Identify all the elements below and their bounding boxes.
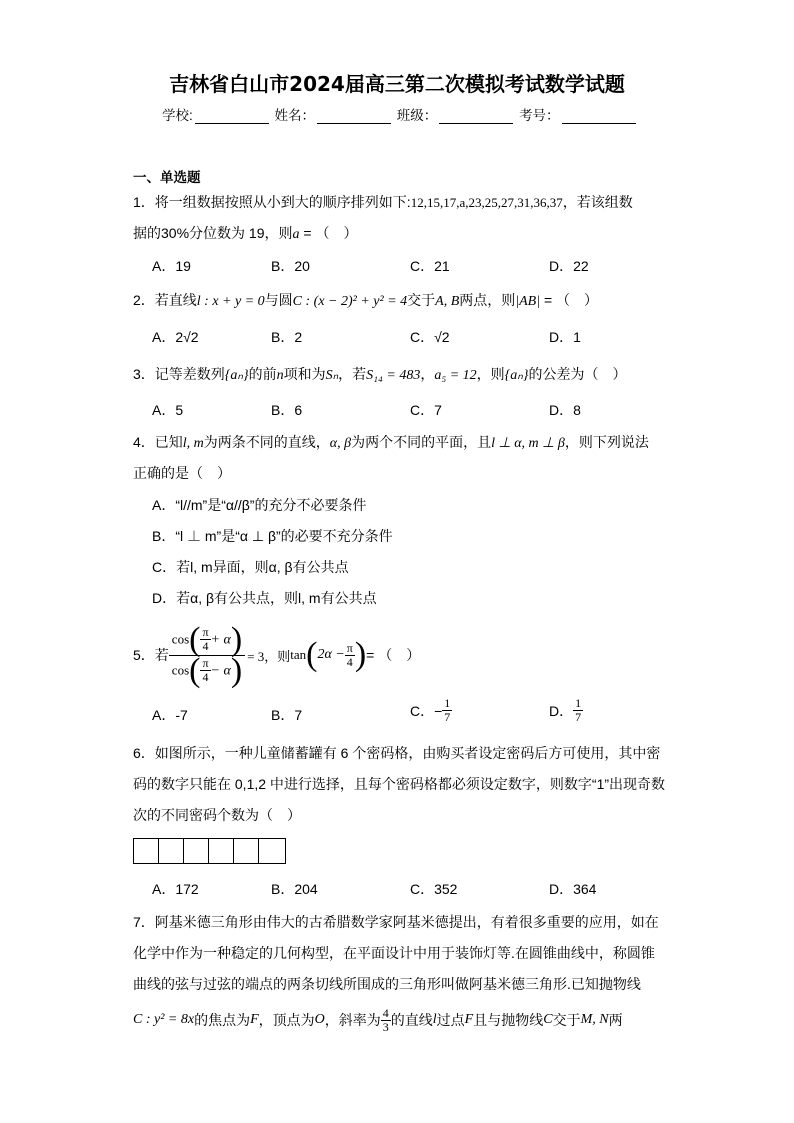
q2-option-a[interactable]: A．2√2	[152, 329, 199, 345]
q6-line3: 次的不同密码个数为（ ）	[133, 807, 301, 823]
q7-text-g: 交于	[552, 1012, 581, 1028]
q3-option-d[interactable]: D．8	[549, 402, 581, 418]
q5-cos: cos	[171, 631, 190, 647]
q7-slope	[381, 1007, 391, 1034]
exam-number-label: 考号：	[519, 108, 560, 123]
page-title: 吉林省白山市2024届高三第二次模拟考试数学试题	[169, 72, 625, 96]
q2-line1	[133, 290, 598, 310]
q5-option-c-frac	[442, 697, 452, 724]
q5-eq: = 3，则	[247, 648, 291, 664]
q5-plus: + α	[210, 632, 231, 648]
q7-parabola: C : y² = 8x	[133, 1012, 195, 1027]
q3-text-c: 项和为	[283, 366, 326, 382]
q1-option-a[interactable]: A．19	[152, 258, 191, 274]
q5-option-d-label: D．	[549, 702, 574, 719]
q7-l: l	[432, 1012, 437, 1027]
q6-option-a[interactable]: A．172	[152, 881, 199, 897]
q3-text-e: ，	[420, 366, 435, 382]
q5-numerator: cos( $\frac{\pi}{4}$ + α)	[169, 625, 245, 656]
q4-text-b: 为两条不同的直线，	[203, 434, 330, 450]
q4-ab: α, β	[329, 436, 352, 451]
q2-text-c: 交于	[407, 292, 436, 308]
q3-n: n	[276, 368, 284, 383]
q2-abs: |AB|	[515, 294, 541, 309]
q3-option-a[interactable]: A．5	[152, 402, 184, 418]
q4-cond: l ⊥ α, m ⊥ β	[491, 436, 565, 451]
q7-text: 的焦点为	[194, 1012, 251, 1028]
school-label: 学校:	[162, 108, 193, 123]
q7-F: F	[250, 1012, 259, 1027]
q6-option-d[interactable]: D．364	[549, 881, 597, 897]
q7-line1: 7．阿基米德三角形由伟大的古希腊数学家阿基米德提出，有着很多重要的应用，如在	[133, 914, 659, 930]
q1-text: 1．将一组数据按照从小到大的顺序排列如下:	[133, 194, 411, 210]
q5-four-2: 4	[202, 670, 209, 684]
q5-option-d[interactable]	[549, 697, 583, 724]
q4-text-d: ，则下列说法	[564, 434, 649, 450]
q5-end: = （ ）	[366, 647, 421, 663]
q5-pi: π	[202, 625, 209, 639]
q5-denominator: cos( $\frac{\pi}{4}$ − α)	[171, 651, 243, 689]
q4-option-c[interactable]: C．若l, m异面，则α, β有公共点	[152, 559, 349, 575]
q2-text-e: = （ ）	[540, 292, 599, 308]
q1-text-c: 据的30%分位数为 19，则	[133, 225, 293, 241]
q6-line2: 码的数字只能在 0,1,2 中进行选择，且每个密码格都必须设定数字，则数字“1”出现奇数	[133, 776, 666, 792]
q3-s14: S₁₄ = 483	[366, 368, 421, 383]
q5-pi-over-4-2	[200, 657, 210, 684]
q4-text-c: 为两个不同的平面，且	[351, 434, 492, 450]
password-grid	[133, 838, 286, 864]
q5-line1: 5．若 cos( $\frac{\pi}{4}$ + α) cos( $\frac{\pi}{4}$ − α) = 3，则 tan ( 2α − $\frac{\pi}{4}$ ) = （ ）	[133, 620, 421, 689]
q5-c-den: 7	[444, 710, 451, 724]
q3-text-g: 的公差为（ ）	[528, 366, 627, 382]
q5-pi-over-4-3	[345, 642, 355, 669]
q3-seq: {aₙ}	[224, 368, 249, 383]
q3-text-f: ，则	[476, 366, 505, 382]
q3-text-b: 的前	[248, 366, 277, 382]
q5-tan: tan	[290, 647, 307, 662]
q7-O: O	[314, 1012, 325, 1027]
password-cell	[159, 839, 184, 863]
q5-main-fraction	[169, 620, 245, 689]
q3-option-c[interactable]: C．7	[410, 402, 442, 418]
section-heading: 一、单选题	[133, 170, 201, 185]
q5-two-alpha: 2α −	[317, 647, 345, 662]
q5-option-d-frac	[573, 697, 583, 724]
q7-MN: M, N	[580, 1012, 609, 1027]
password-cell	[209, 839, 234, 863]
q5-minus: − α	[210, 663, 231, 679]
password-cell	[184, 839, 209, 863]
q7-line3: 曲线的弦与过弦的端点的两条切线所围成的三角形叫做阿基米德三角形.已知抛物线	[133, 976, 641, 992]
q5-option-c-label: C．−	[410, 702, 443, 719]
password-cell	[259, 839, 285, 863]
q4-line2: 正确的是（ ）	[133, 465, 231, 481]
q7-text-d: 的直线	[390, 1012, 433, 1028]
q3-line1	[133, 364, 626, 384]
q4-option-b[interactable]: B．“l ⊥ m”是“α ⊥ β”的必要不充分条件	[152, 528, 393, 544]
q4-option-d[interactable]: D．若α, β有公共点，则l, m有公共点	[152, 590, 377, 606]
class-label: 班级：	[396, 108, 438, 123]
q4-lm: l, m	[182, 436, 204, 451]
q2-text-d: 两点，则	[459, 292, 516, 308]
q5-pi-3: π	[346, 640, 353, 655]
q1-line1	[133, 192, 633, 212]
q3-sn: Sₙ	[325, 368, 339, 383]
q7-F-2: F	[464, 1012, 474, 1027]
q3-text: 3．记等差数列	[133, 366, 225, 382]
q5-cos-2: cos	[171, 662, 190, 678]
q7-line4	[133, 1000, 623, 1040]
q1-text-d: = （ ）	[299, 225, 358, 241]
q7-text-e: 过点	[436, 1012, 465, 1028]
q2-points: A, B	[435, 294, 460, 309]
q5-d-den: 7	[575, 710, 582, 724]
password-cell	[234, 839, 259, 863]
q2-line-eq: l : x + y = 0	[196, 294, 265, 309]
q7-text-h: 两	[608, 1012, 623, 1028]
q2-circle-eq: C : (x − 2)² + y² = 4	[292, 294, 408, 309]
q1-option-d[interactable]: D．22	[549, 258, 589, 274]
q6-line1: 6．如图所示，一种儿童储蓄罐有 6 个密码格，由购买者设定密码后方可使用，其中密	[133, 745, 661, 761]
q5-text: 5．若	[133, 647, 169, 663]
exam-number-blank[interactable]	[562, 109, 636, 124]
q1-option-b[interactable]: B．20	[271, 258, 310, 274]
q2-option-b[interactable]: B．2	[271, 329, 303, 345]
q7-slope-den: 3	[382, 1019, 389, 1034]
q3-seq-2: {aₙ}	[504, 368, 529, 383]
q3-option-b[interactable]: B．6	[271, 402, 303, 418]
class-blank[interactable]	[439, 109, 513, 124]
q4-line1	[133, 432, 649, 452]
q5-pi-over-4	[200, 626, 210, 653]
student-info-line	[162, 104, 638, 124]
q5-c-num: 1	[444, 696, 451, 710]
q5-option-a[interactable]: A．-7	[152, 707, 188, 723]
q1-var: a	[292, 227, 300, 242]
school-blank[interactable]	[195, 109, 269, 124]
q3-a5: a₅ = 12	[434, 368, 477, 383]
q7-line2: 化学中作为一种稳定的几何构型，在平面设计中用于装饰灯等.在圆锥曲线中，称圆锥	[133, 945, 655, 961]
q5-d-num: 1	[575, 696, 582, 710]
q2-text-b: 与圆	[264, 292, 293, 308]
password-cell	[134, 839, 159, 863]
q4-text: 4．已知	[133, 434, 183, 450]
q6-option-c[interactable]: C．352	[410, 881, 458, 897]
q7-slope-num: 4	[382, 1005, 389, 1020]
q2-option-d[interactable]: D．1	[549, 329, 581, 345]
q2-option-c[interactable]: C．√2	[410, 329, 450, 345]
q5-four-3: 4	[346, 654, 353, 669]
q7-text-b: ，顶点为	[258, 1012, 315, 1028]
q3-text-d: ，若	[338, 366, 367, 382]
q4-option-a[interactable]: A．“l//m”是“α//β”的充分不必要条件	[152, 497, 367, 513]
q1-line2	[133, 223, 357, 243]
q1-data: 12,15,17,a,23,25,27,31,36,37	[410, 195, 563, 210]
q7-text-f: 且与抛物线	[473, 1012, 544, 1028]
q5-option-b[interactable]: B．7	[271, 707, 303, 723]
q5-four: 4	[202, 639, 209, 653]
q1-text-b: ，若该组数	[562, 194, 633, 210]
q5-option-c[interactable]	[410, 697, 452, 724]
name-blank[interactable]	[317, 109, 391, 124]
q7-C: C	[543, 1012, 553, 1027]
q5-pi-2: π	[202, 656, 209, 670]
q1-option-c[interactable]: C．21	[410, 258, 450, 274]
name-label: 姓名：	[274, 108, 316, 123]
q7-text-c: ，斜率为	[324, 1012, 381, 1028]
q2-text: 2．若直线	[133, 292, 197, 308]
q6-option-b[interactable]: B．204	[271, 881, 318, 897]
